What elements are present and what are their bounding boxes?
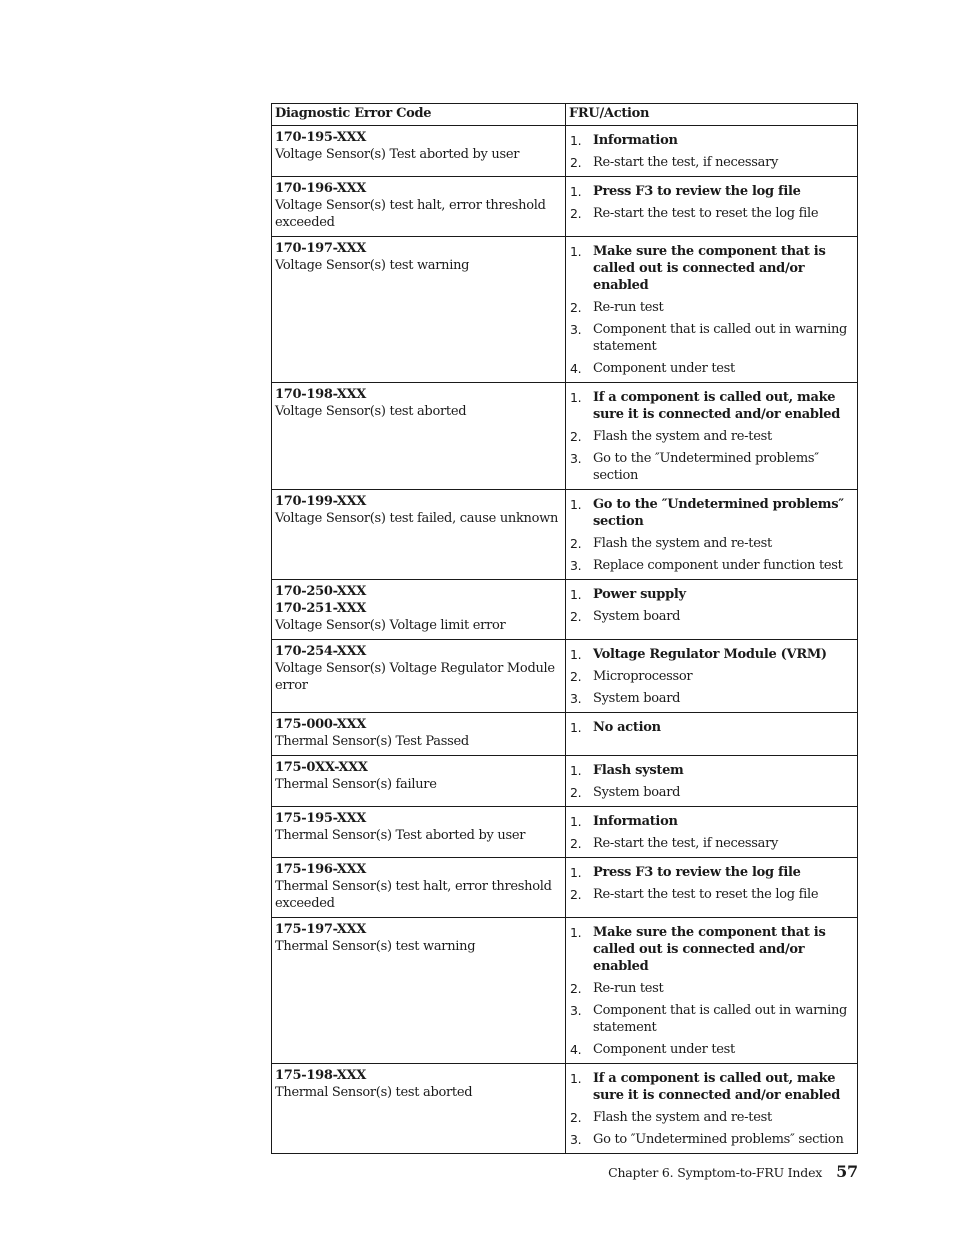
table-row [272,237,858,383]
error-code: 170-195-XXX [275,130,367,145]
action-text: Information [593,814,678,829]
action-text: No action [593,720,661,735]
error-description: Thermal Sensor(s) Test Passed [275,734,469,749]
action-text: Microprocessor [593,669,693,684]
action-item [569,183,854,200]
action-text: Flash the system and re-test [593,1110,772,1125]
error-description: Voltage Sensor(s) test warning [275,258,470,273]
action-item [569,389,854,423]
error-description: Thermal Sensor(s) test warning [275,939,476,954]
table-row [272,858,858,918]
action-item [569,719,854,736]
action-number: 2. [570,1110,582,1125]
action-list [569,762,854,801]
fru-action-cell [566,580,858,640]
error-description: Thermal Sensor(s) failure [275,777,437,792]
error-code: 170-197-XXX [275,241,367,256]
action-item [569,784,854,801]
action-item [569,428,854,445]
action-number: 2. [570,785,582,800]
error-description: Thermal Sensor(s) test halt, error threshold exceeded [275,879,552,911]
action-list [569,1070,854,1148]
action-item [569,924,854,975]
error-description: Voltage Sensor(s) test aborted [275,404,467,419]
action-number: 2. [570,206,582,221]
table-header-row [272,104,858,126]
action-list [569,924,854,1058]
action-text: Replace component under function test [593,558,843,573]
action-item [569,1131,854,1148]
action-item [569,450,854,484]
error-code-cell [272,580,566,640]
action-number: 1. [570,647,582,662]
action-list [569,864,854,903]
table-row [272,383,858,490]
error-code: 175-197-XXX [275,922,367,937]
table-row [272,713,858,756]
action-text: Power supply [593,587,686,602]
action-item [569,646,854,663]
action-number: 3. [570,1003,582,1018]
fru-action-cell [566,490,858,580]
fru-table [271,103,858,1154]
error-code-cell [272,237,566,383]
error-description: Thermal Sensor(s) Test aborted by user [275,828,526,843]
chapter-title: Chapter 6. Symptom-to-FRU Index [608,1165,823,1180]
error-code-cell [272,756,566,807]
action-number: 4. [570,1042,582,1057]
fru-action-cell [566,177,858,237]
action-text: If a component is called out, make sure it is connected and/or enabled [593,390,841,422]
error-code: 170-250-XXX [275,584,367,599]
error-code: 170-199-XXX [275,494,367,509]
action-list [569,132,854,171]
action-text: Flash the system and re-test [593,429,772,444]
error-code-cell [272,383,566,490]
table-row [272,1064,858,1154]
table-row [272,490,858,580]
error-code-cell [272,640,566,713]
action-text: Re-start the test to reset the log file [593,206,819,221]
page-footer [608,1162,858,1181]
action-text: System board [593,609,681,624]
error-code-cell [272,490,566,580]
action-number: 3. [570,1132,582,1147]
action-item [569,762,854,779]
action-text: Make sure the component that is called out is connected and/or enabled [593,925,826,974]
action-number: 1. [570,814,582,829]
action-item [569,557,854,574]
table-row [272,640,858,713]
action-item [569,980,854,997]
action-item [569,1041,854,1058]
action-item [569,321,854,355]
fru-action-cell [566,640,858,713]
error-code: 175-196-XXX [275,862,367,877]
action-number: 1. [570,184,582,199]
action-item [569,835,854,852]
action-text: Re-run test [593,981,664,996]
action-number: 2. [570,981,582,996]
action-number: 1. [570,587,582,602]
action-number: 2. [570,669,582,684]
action-item [569,1109,854,1126]
action-number: 3. [570,451,582,466]
error-code: 175-198-XXX [275,1068,367,1083]
action-number: 1. [570,133,582,148]
action-text: Re-run test [593,300,664,315]
action-list [569,813,854,852]
error-code: 175-000-XXX [275,717,367,732]
action-text: Voltage Regulator Module (VRM) [593,647,827,662]
fru-action-cell [566,858,858,918]
action-text: Re-start the test to reset the log file [593,887,819,902]
action-item [569,205,854,222]
action-number: 2. [570,609,582,624]
table-row [272,756,858,807]
action-item [569,132,854,149]
action-item [569,690,854,707]
action-text: Component under test [593,1042,735,1057]
action-item [569,299,854,316]
error-code: 175-0XX-XXX [275,760,368,775]
action-number: 1. [570,244,582,259]
action-list [569,389,854,484]
error-description: Voltage Sensor(s) Voltage Regulator Module error [275,661,555,693]
action-list [569,646,854,707]
fru-action-cell [566,756,858,807]
fru-action-cell [566,713,858,756]
error-description: Voltage Sensor(s) test halt, error threshold exceeded [275,198,546,230]
action-text: Component under test [593,361,735,376]
action-text: Component that is called out in warning statement [593,1003,848,1035]
action-list [569,243,854,377]
error-description: Voltage Sensor(s) test failed, cause unknown [275,511,559,526]
action-number: 4. [570,361,582,376]
header-fru-action: FRU/Action [566,104,858,126]
action-item [569,864,854,881]
action-number: 2. [570,155,582,170]
action-text: Go to the ″Undetermined problems″ section [593,451,819,483]
action-number: 1. [570,1071,582,1086]
action-text: If a component is called out, make sure it is connected and/or enabled [593,1071,841,1103]
action-number: 2. [570,300,582,315]
action-number: 3. [570,691,582,706]
fru-action-cell [566,383,858,490]
action-number: 1. [570,763,582,778]
header-diagnostic-error-code: Diagnostic Error Code [272,104,566,126]
error-description: Voltage Sensor(s) Voltage limit error [275,618,506,633]
action-text: Flash the system and re-test [593,536,772,551]
action-text: Information [593,133,678,148]
action-text: Flash system [593,763,684,778]
page-number: 57 [836,1162,858,1181]
action-item [569,1002,854,1036]
error-description: Thermal Sensor(s) test aborted [275,1085,473,1100]
action-text: Re-start the test, if necessary [593,155,779,170]
action-number: 3. [570,558,582,573]
table-row [272,807,858,858]
error-code: 170-251-XXX [275,601,367,616]
table-body [272,126,858,1154]
table-row [272,126,858,177]
action-number: 1. [570,497,582,512]
error-code: 170-196-XXX [275,181,367,196]
action-item [569,243,854,294]
action-number: 1. [570,865,582,880]
action-list [569,496,854,574]
fru-action-cell [566,237,858,383]
action-text: Go to ″Undetermined problems″ section [593,1132,844,1147]
action-item [569,813,854,830]
action-number: 2. [570,429,582,444]
fru-action-cell [566,918,858,1064]
error-code-cell [272,177,566,237]
fru-action-cell [566,126,858,177]
action-text: Press F3 to review the log file [593,184,801,199]
error-code-cell [272,126,566,177]
action-text: Go to the ″Undetermined problems″ section [593,497,844,529]
error-code-cell [272,713,566,756]
error-code: 170-254-XXX [275,644,367,659]
fru-action-cell [566,1064,858,1154]
error-code-cell [272,858,566,918]
error-description: Voltage Sensor(s) Test aborted by user [275,147,520,162]
action-item [569,360,854,377]
action-item [569,586,854,603]
action-list [569,719,854,736]
action-item [569,608,854,625]
error-code-cell [272,918,566,1064]
action-number: 3. [570,322,582,337]
action-item [569,886,854,903]
fru-action-cell [566,807,858,858]
action-item [569,1070,854,1104]
action-text: Press F3 to review the log file [593,865,801,880]
action-number: 2. [570,887,582,902]
action-number: 1. [570,720,582,735]
table-row [272,580,858,640]
error-code: 170-198-XXX [275,387,367,402]
action-text: Make sure the component that is called out is connected and/or enabled [593,244,826,293]
error-code-cell [272,807,566,858]
table-row [272,177,858,237]
table-row [272,918,858,1064]
action-number: 2. [570,836,582,851]
action-number: 2. [570,536,582,551]
action-text: Re-start the test, if necessary [593,836,779,851]
action-number: 1. [570,390,582,405]
action-text: System board [593,785,681,800]
action-item [569,668,854,685]
action-text: Component that is called out in warning statement [593,322,848,354]
action-item [569,535,854,552]
action-text: System board [593,691,681,706]
action-item [569,496,854,530]
action-list [569,586,854,625]
action-list [569,183,854,222]
action-number: 1. [570,925,582,940]
error-code: 175-195-XXX [275,811,367,826]
action-item [569,154,854,171]
error-code-cell [272,1064,566,1154]
